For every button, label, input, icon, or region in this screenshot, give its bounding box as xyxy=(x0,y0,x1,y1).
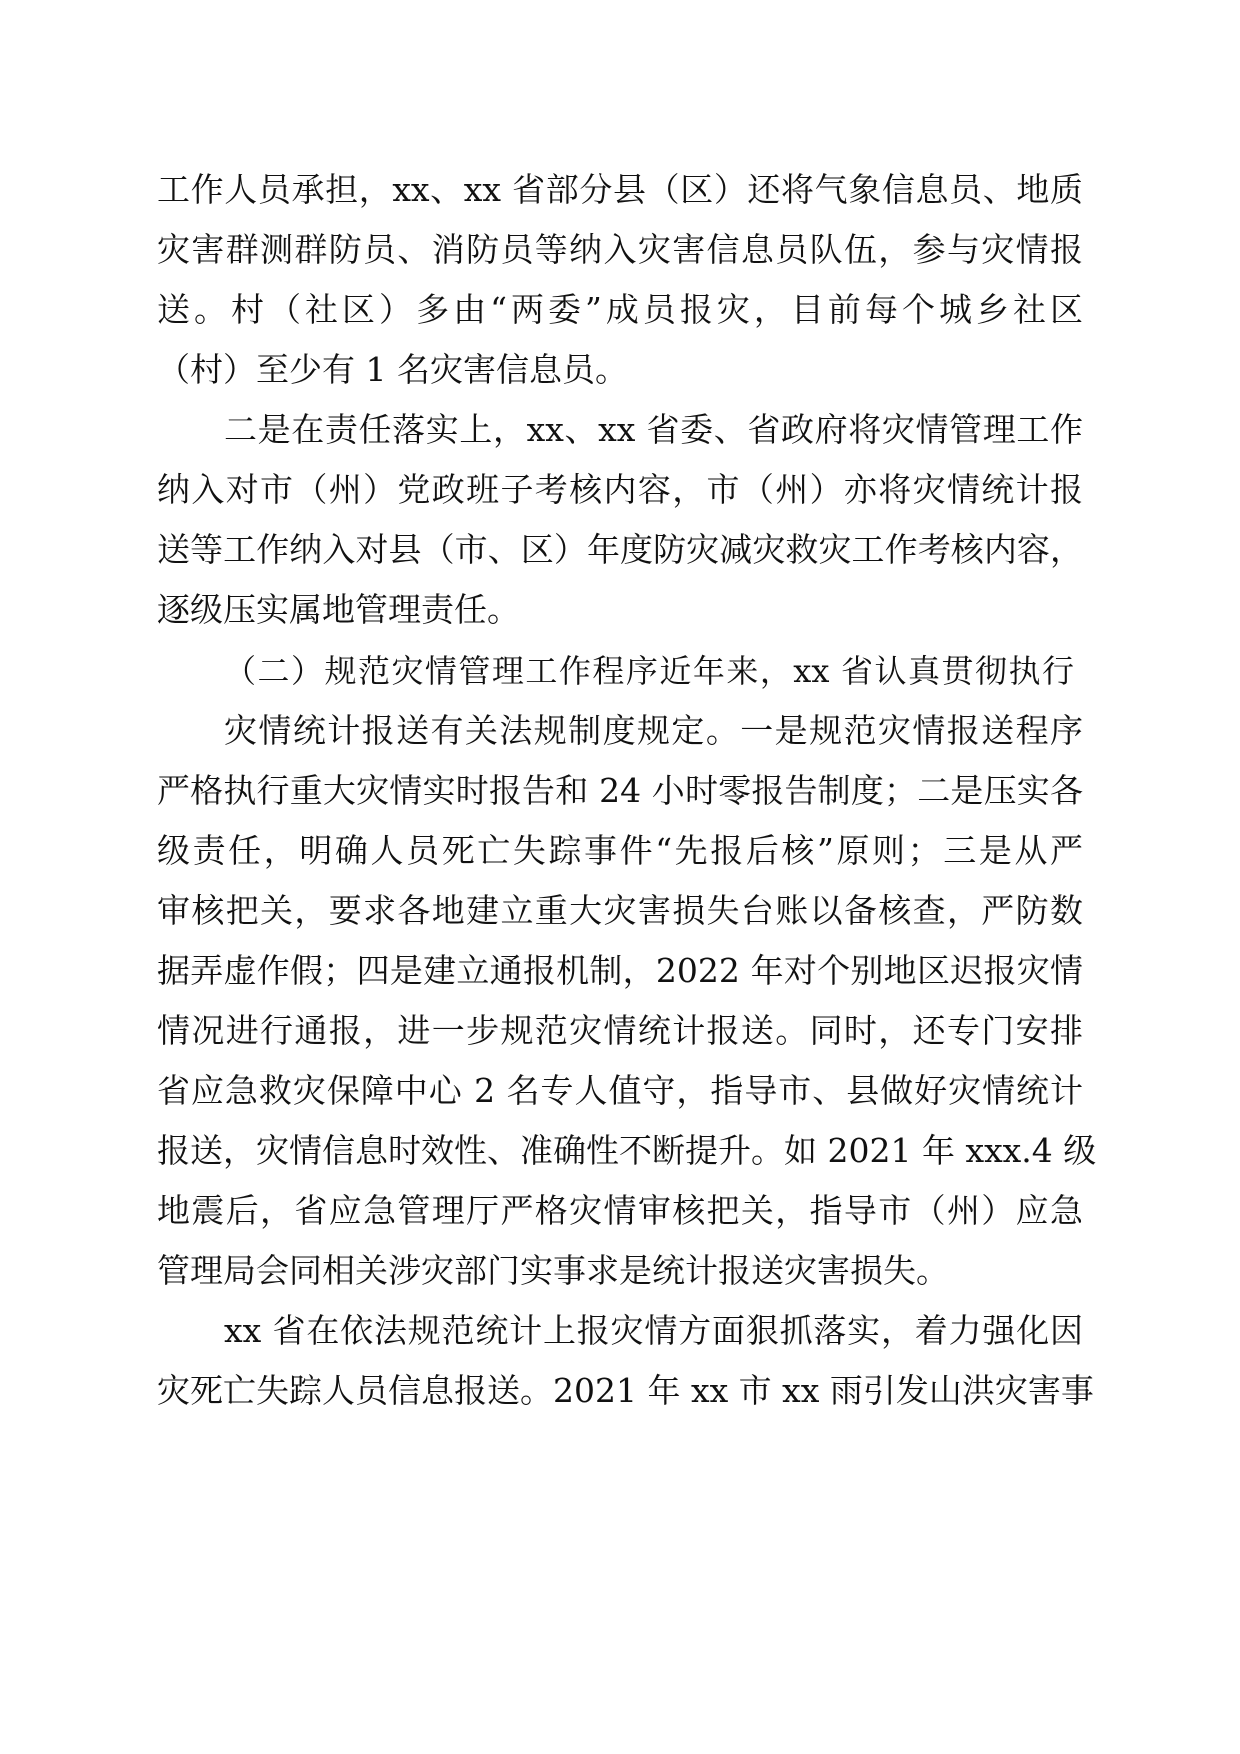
text-line-13: 审核把关，要求各地建立重大灾害损失台账以备核查，严防数 xyxy=(157,891,1083,930)
text-line-1: 工作人员承担，xx、xx 省部分县（区）还将气象信息员、地质 xyxy=(157,170,1083,209)
text-line-2: 灾害群测群防员、消防员等纳入灾害信息员队伍，参与灾情报 xyxy=(157,230,1083,269)
text-line-4: （村）至少有 1 名灾害信息员。 xyxy=(157,350,628,389)
text-line-17: 报送，灾情信息时效性、准确性不断提升。如 2021 年 xxx.4 级 xyxy=(157,1131,1097,1170)
text-line-20: xx 省在依法规范统计上报灾情方面狠抓落实，着力强化因 xyxy=(224,1311,1083,1350)
text-line-21: 灾死亡失踪人员信息报送。2021 年 xx 市 xx 雨引发山洪灾害事 xyxy=(157,1371,1094,1410)
text-line-8: 逐级压实属地管理责任。 xyxy=(157,590,520,629)
text-line-3: 送。村（社区）多由“两委”成员报灾，目前每个城乡社区 xyxy=(157,290,1083,329)
text-line-12: 级责任，明确人员死亡失踪事件“先报后核”原则；三是从严 xyxy=(157,831,1083,870)
text-line-5: 二是在责任落实上，xx、xx 省委、省政府将灾情管理工作 xyxy=(224,410,1083,449)
text-line-10: 灾情统计报送有关法规制度规定。一是规范灾情报送程序 xyxy=(224,711,1083,750)
section-heading: （二）规范灾情管理工作程序近年来，xx 省认真贯彻执行 xyxy=(224,652,1074,690)
text-line-19: 管理局会同相关涉灾部门实事求是统计报送灾害损失。 xyxy=(157,1251,949,1290)
text-line-7: 送等工作纳入对县（市、区）年度防灾减灾救灾工作考核内容， xyxy=(157,530,1083,569)
text-line-14: 据弄虚作假；四是建立通报机制，2022 年对个别地区迟报灾情 xyxy=(157,951,1083,990)
text-line-16: 省应急救灾保障中心 2 名专人值守，指导市、县做好灾情统计 xyxy=(157,1071,1083,1110)
text-line-6: 纳入对市（州）党政班子考核内容，市（州）亦将灾情统计报 xyxy=(157,470,1083,509)
text-line-11: 严格执行重大灾情实时报告和 24 小时零报告制度；二是压实各 xyxy=(157,771,1083,810)
text-line-18: 地震后，省应急管理厅严格灾情审核把关，指导市（州）应急 xyxy=(157,1191,1083,1230)
text-line-15: 情况进行通报，进一步规范灾情统计报送。同时，还专门安排 xyxy=(157,1011,1083,1050)
